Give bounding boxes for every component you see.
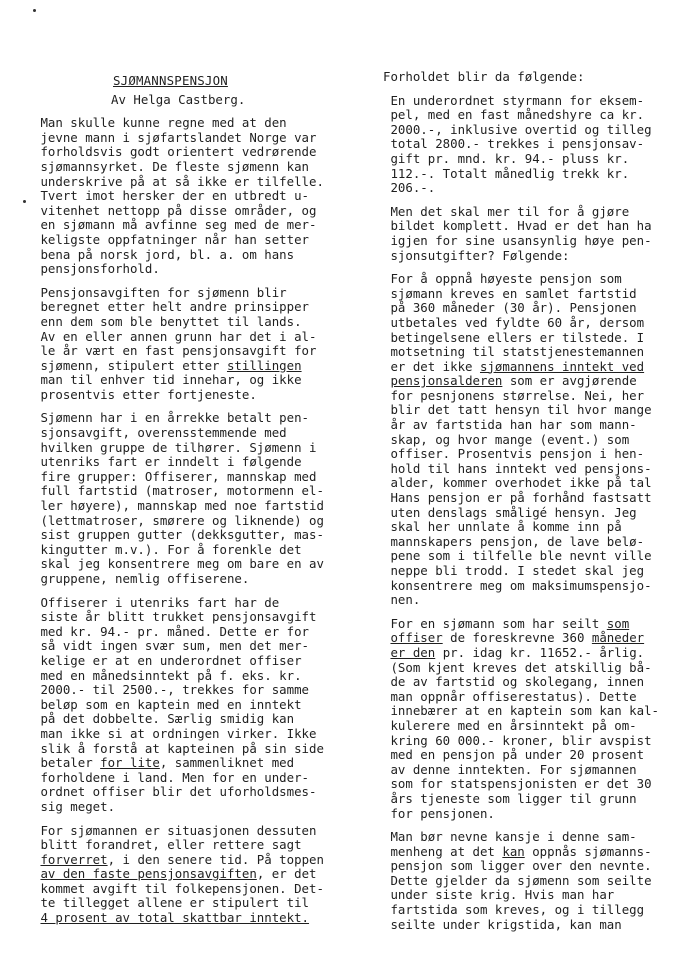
text-segment: Man bør nevne kansje i denne sam- — [383, 829, 637, 845]
text-segment: som er avgjørende — [502, 373, 637, 389]
text-segment: sjømenn, stipulert etter — [33, 357, 227, 373]
text-segment: le år vært en fast pensjonsavgift for — [33, 343, 317, 359]
text-segment: Offiserer i utenriks fart har de — [33, 594, 280, 610]
text-segment: hold til hans inntekt ved pensjons- — [383, 460, 652, 476]
text-segment: Dette gjelder da sjømenn som seilte — [383, 872, 652, 888]
text-segment: fartstida som kreves, og i tillegg — [383, 902, 645, 918]
text-line — [383, 94, 695, 109]
text-segment: uten denslags småligé hensyn. Jeg — [383, 504, 637, 520]
text-segment: så vidt ingen svær sum, men det mer- — [33, 638, 310, 654]
text-line — [33, 610, 365, 625]
text-line — [383, 137, 695, 152]
underlined-text: kan — [502, 843, 525, 859]
text-line — [33, 204, 365, 219]
text-line — [383, 234, 695, 249]
text-line — [383, 631, 695, 646]
text-segment: For å oppnå høyeste pensjon som — [383, 271, 622, 287]
text-segment: Tvert imot hersker der en utbredt u- — [33, 188, 310, 204]
text-segment: gruppene, nemlig offiserene. — [33, 571, 250, 586]
text-segment: sig meget. — [33, 798, 116, 814]
text-segment: pensjonsforhold. — [33, 261, 160, 277]
text-segment: sjonsavgift, overensstemmende med — [33, 425, 287, 441]
text-segment: For sjømannen er situasjonen dessuten — [33, 822, 317, 838]
text-line — [33, 286, 365, 301]
text-line — [383, 564, 695, 579]
text-segment: kelige er at en underordnet offiser — [33, 652, 302, 668]
text-segment: en sjømann må avfinne seg med de mer- — [33, 217, 317, 233]
text-line — [33, 712, 365, 727]
text-line — [33, 838, 365, 853]
text-line — [33, 359, 365, 374]
text-line — [33, 470, 365, 485]
text-line — [383, 360, 695, 375]
text-line — [33, 145, 365, 160]
text-segment: utenriks fart er inndelt i følgende — [33, 454, 302, 470]
text-line — [383, 807, 695, 822]
text-segment: med en månedsinntekt på f. eks. kr. — [33, 667, 302, 683]
text-segment: konsentrere meg om maksimumspensjo- — [383, 577, 652, 593]
text-segment: man ikke si at ordningen virker. Ikke — [33, 725, 317, 741]
text-segment: nen. — [383, 592, 421, 608]
text-line — [33, 116, 365, 131]
text-line — [33, 543, 365, 558]
text-segment: års tjeneste som ligger til grunn — [383, 790, 637, 806]
text-segment: bena på norsk jord, bl. a. om hans — [33, 246, 295, 262]
text-segment: under siste krig. Hvis man har — [383, 887, 615, 903]
paragraph — [33, 116, 365, 277]
text-line — [383, 748, 695, 763]
text-line — [33, 315, 365, 330]
underlined-text: måneder — [591, 630, 645, 646]
text-segment: menheng at det — [383, 843, 503, 859]
text-segment: prosentvis etter fortjeneste. — [33, 386, 257, 402]
text-line — [383, 491, 695, 506]
text-line — [33, 160, 365, 175]
underlined-text: av den faste pensjonsavgiften — [40, 866, 257, 882]
text-segment: pensjon som ligger over den nevnte. — [383, 858, 652, 874]
text-line — [383, 205, 695, 220]
left-column-body — [33, 116, 365, 925]
text-line — [383, 918, 695, 933]
text-segment: blitt forandret, eller rettere sagt — [33, 837, 302, 853]
text-line — [33, 742, 365, 757]
text-segment: på det dobbelte. Særlig smidig kan — [33, 711, 295, 727]
text-line — [33, 639, 365, 654]
paragraph — [383, 830, 695, 932]
text-line — [383, 389, 695, 404]
text-line — [383, 476, 695, 491]
text-line — [383, 777, 695, 792]
text-line — [33, 572, 365, 587]
text-line — [383, 249, 695, 264]
text-line — [383, 830, 695, 845]
text-segment: de av fartstid og skolegang, innen — [383, 674, 645, 690]
text-segment: sjonsutgifter? Følgende: — [383, 247, 570, 263]
text-segment: betaler — [33, 755, 101, 771]
text-segment: man til enhver tid innehar, og ikke — [33, 372, 302, 388]
text-line — [33, 756, 365, 771]
text-segment: Av en eller annen grunn har det i al- — [33, 328, 317, 344]
text-segment: hvilken gruppe de tilhører. Sjømenn i — [33, 439, 317, 455]
text-segment: man oppnår offiserestatus). Dette — [383, 688, 637, 704]
right-column-body — [383, 70, 695, 932]
text-segment: 112.-. Totalt månedlig trekk kr. — [383, 165, 630, 181]
text-segment: Hans pensjon er på forhånd fastsatt — [383, 490, 652, 506]
text-segment: skal her unnlate å komme inn på — [383, 519, 622, 535]
text-segment: underskrive på at så ikke er tilfelle. — [33, 173, 324, 189]
text-line — [383, 403, 695, 418]
text-segment: kring 60 000.- kroner, blir avspist — [383, 732, 652, 748]
text-segment: alder, kommer overhodet ikke på tal — [383, 475, 652, 491]
text-line — [33, 426, 365, 441]
text-segment: med kr. 94.- pr. måned. Dette er for — [33, 623, 310, 639]
text-segment: sist gruppen gutter (dekksgutter, mas- — [33, 527, 324, 543]
text-line — [33, 441, 365, 456]
text-line — [33, 373, 365, 388]
text-segment: for pensjonen. — [383, 805, 495, 821]
text-segment: En underordnet styrmann for eksem- — [383, 92, 645, 108]
underlined-text: forverret — [40, 851, 108, 867]
text-line — [383, 520, 695, 535]
text-segment: kingutter m.v.). For å forenkle det — [33, 541, 302, 557]
text-line — [33, 248, 365, 263]
text-segment: motsetning til statstjenestemannen — [383, 344, 645, 360]
text-line — [33, 528, 365, 543]
text-line — [33, 557, 365, 572]
underlined-text: er den — [390, 644, 436, 660]
text-line — [33, 131, 365, 146]
text-segment: (Som kjent kreves det atskillig bå- — [383, 659, 652, 675]
text-line — [383, 152, 695, 167]
text-line — [33, 867, 365, 882]
paragraph — [383, 94, 695, 196]
text-line — [33, 596, 365, 611]
text-segment: pr. idag kr. 11652.- årlig. — [435, 644, 645, 660]
text-segment: for pesnjonens størrelse. Nei, her — [383, 387, 645, 403]
paragraph — [33, 286, 365, 403]
text-segment: sjømann kreves en samlet fartstid — [383, 285, 637, 301]
text-line — [383, 219, 695, 234]
text-segment: pene som i tilfelle ble nevnt ville — [383, 548, 652, 564]
text-segment: ler høyere), mannskap med noe fartstid — [33, 498, 324, 514]
text-segment: på 360 måneder (30 år). Pensjonen — [383, 300, 637, 316]
text-line — [383, 734, 695, 749]
text-segment: ordnet offiser blir det uforholdsmes- — [33, 784, 317, 800]
text-line — [383, 675, 695, 690]
text-line — [383, 447, 695, 462]
text-segment: Forholdet blir da følgende: — [383, 69, 585, 84]
text-line — [383, 181, 695, 196]
underlined-text: som — [606, 615, 630, 631]
text-line — [383, 888, 695, 903]
text-segment: betingelsene ellers er tilstede. I — [383, 329, 645, 345]
text-segment: (lettmatroser, smørere og liknende) og — [33, 512, 324, 528]
text-line — [33, 896, 365, 911]
text-line — [33, 669, 365, 684]
text-segment: er det ikke — [383, 358, 480, 374]
text-line — [383, 287, 695, 302]
margin-mark — [23, 200, 26, 203]
text-line — [33, 727, 365, 742]
underlined-text: sjømannens inntekt ved — [479, 358, 645, 374]
text-line — [33, 344, 365, 359]
text-line — [33, 800, 365, 815]
text-line — [383, 719, 695, 734]
text-line — [383, 646, 695, 661]
text-segment: blir det tatt hensyn til hvor mange — [383, 402, 652, 418]
text-line — [33, 771, 365, 786]
text-line — [33, 911, 365, 926]
text-line — [33, 300, 365, 315]
text-segment: bildet komplett. Hvad er det han ha — [383, 218, 652, 234]
text-segment: slik å forstå at kapteinen på sin side — [33, 740, 324, 756]
text-line — [383, 123, 695, 138]
text-segment: kommet avgift til folkepensjonen. Det- — [33, 880, 324, 896]
text-segment: , er det — [256, 866, 317, 882]
text-segment: skal jeg konsentrere meg om bare en av — [33, 556, 324, 572]
paragraph — [33, 824, 365, 926]
text-segment: te tillegget allene er stipulert til — [33, 895, 310, 911]
text-segment: 2000.- til 2500.-, trekkes for samme — [33, 682, 310, 698]
article-title: SJØMANNSPENSJON — [113, 73, 228, 88]
right-column — [383, 70, 695, 941]
text-segment: seilte under krigstida, kan man — [383, 916, 622, 932]
text-line — [383, 167, 695, 182]
left-column — [33, 70, 365, 935]
text-segment: forholdsvis godt orientert vedrørende — [33, 144, 317, 160]
text-segment: år av fartstida han har som mann- — [383, 417, 637, 433]
text-segment: 206.-. — [383, 180, 436, 196]
text-segment: utbetales ved fyldte 60 år, dersom — [383, 314, 645, 330]
paragraph — [383, 70, 695, 85]
text-segment: med en pensjon på under 20 prosent — [383, 747, 645, 763]
text-line — [383, 903, 695, 918]
text-line — [383, 331, 695, 346]
paragraph — [383, 272, 695, 608]
article-byline: Av Helga Castberg. — [111, 91, 246, 107]
text-segment: total 2800.- trekkes i pensjonsav- — [383, 136, 645, 152]
text-line — [383, 535, 695, 550]
text-line — [383, 301, 695, 316]
text-line — [33, 330, 365, 345]
text-line — [383, 617, 695, 632]
paragraph — [33, 411, 365, 586]
text-segment: kulerere med en årsinntekt på om- — [383, 717, 637, 733]
text-line — [33, 514, 365, 529]
text-segment: Men det skal mer til for å gjøre — [383, 203, 630, 219]
text-segment: Sjømenn har i en årrekke betalt pen- — [33, 410, 310, 426]
text-line — [383, 579, 695, 594]
text-line — [33, 262, 365, 277]
text-line — [33, 824, 365, 839]
paragraph — [383, 205, 695, 263]
text-segment: For en sjømann som har seilt — [383, 615, 607, 631]
text-line — [383, 661, 695, 676]
text-segment: enn dem som ble benyttet til lands. — [33, 313, 302, 329]
text-segment: sjømannsyrket. De fleste sjømenn kan — [33, 158, 310, 174]
text-line — [383, 792, 695, 807]
text-line — [33, 484, 365, 499]
text-segment: vitenhet nettopp på disse områder, og — [33, 202, 317, 218]
text-line — [383, 272, 695, 287]
text-line — [33, 654, 365, 669]
text-segment: forholdene i land. Men for en under- — [33, 769, 310, 785]
text-line — [383, 316, 695, 331]
text-line — [383, 549, 695, 564]
text-segment: beregnet etter helt andre prinsipper — [33, 299, 310, 315]
text-line — [33, 233, 365, 248]
text-line — [383, 506, 695, 521]
text-segment: av denne inntekten. For sjømannen — [383, 761, 637, 777]
text-line — [383, 418, 695, 433]
text-segment: mannskapers pensjon, de lave belø- — [383, 533, 645, 549]
text-line — [33, 853, 365, 868]
text-line — [383, 462, 695, 477]
text-line — [383, 374, 695, 389]
text-segment: , sammenliknet med — [159, 755, 295, 771]
text-line — [383, 845, 695, 860]
underlined-text: offiser — [390, 630, 443, 646]
text-segment: de foreskrevne 360 — [442, 630, 592, 646]
text-line — [33, 175, 365, 190]
text-line — [383, 70, 695, 85]
text-segment: neppe bli trodd. I stedet skal jeg — [383, 563, 645, 578]
text-line — [33, 189, 365, 204]
text-line — [33, 455, 365, 470]
text-segment: Man skulle kunne regne med at den — [33, 115, 287, 131]
text-line — [33, 411, 365, 426]
underlined-text: stillingen — [226, 357, 302, 373]
text-segment: full fartstid (matroser, motormenn el- — [33, 483, 324, 499]
text-segment: , i den senere tid. På toppen — [107, 851, 324, 867]
text-line — [383, 763, 695, 778]
text-segment: 2000.-, inklusive overtid og tilleg — [383, 121, 652, 137]
text-segment: skap, og hvor mange (event.) som — [383, 431, 630, 447]
text-line — [33, 882, 365, 897]
text-line — [383, 874, 695, 889]
text-segment: keligste oppfatninger når han setter — [33, 231, 310, 247]
paragraph — [383, 617, 695, 821]
text-segment: fire grupper: Offiserer, mannskap med — [33, 468, 317, 484]
text-segment: pel, med en fast månedshyre ca kr. — [383, 107, 645, 123]
text-line — [33, 683, 365, 698]
text-segment: som for statspensjonisten er det 30 — [383, 776, 652, 792]
text-line — [383, 690, 695, 705]
text-line — [383, 108, 695, 123]
text-line — [33, 625, 365, 640]
text-segment: Pensjonsavgiften for sjømenn blir — [33, 284, 287, 300]
text-segment: siste år blitt trukket pensjonsavgift — [33, 609, 317, 625]
text-segment: oppnås sjømanns- — [524, 843, 652, 859]
text-line — [33, 499, 365, 514]
text-segment: jevne mann i sjøfartslandet Norge var — [33, 129, 317, 145]
underlined-text: 4 prosent av total skattbar inntekt. — [40, 910, 310, 926]
margin-mark — [33, 9, 36, 12]
text-line — [33, 698, 365, 713]
text-line — [383, 859, 695, 874]
text-segment: gift pr. mnd. kr. 94.- pluss kr. — [383, 150, 630, 166]
text-line — [383, 433, 695, 448]
text-line — [383, 345, 695, 360]
text-line — [383, 704, 695, 719]
underlined-text: pensjonsalderen — [390, 373, 503, 389]
paragraph — [33, 596, 365, 815]
underlined-text: for lite — [100, 755, 160, 771]
text-line — [33, 388, 365, 403]
text-segment: innebærer at en kaptein som kan kal- — [383, 703, 660, 719]
text-segment: offiser. Prosentvis pensjon i hen- — [383, 446, 645, 462]
text-line — [383, 593, 695, 608]
text-line — [33, 218, 365, 233]
text-segment: beløp som en kaptein med en inntekt — [33, 696, 302, 712]
text-segment: igjen for sine usansynlig høye pen- — [383, 232, 652, 248]
text-line — [33, 785, 365, 800]
